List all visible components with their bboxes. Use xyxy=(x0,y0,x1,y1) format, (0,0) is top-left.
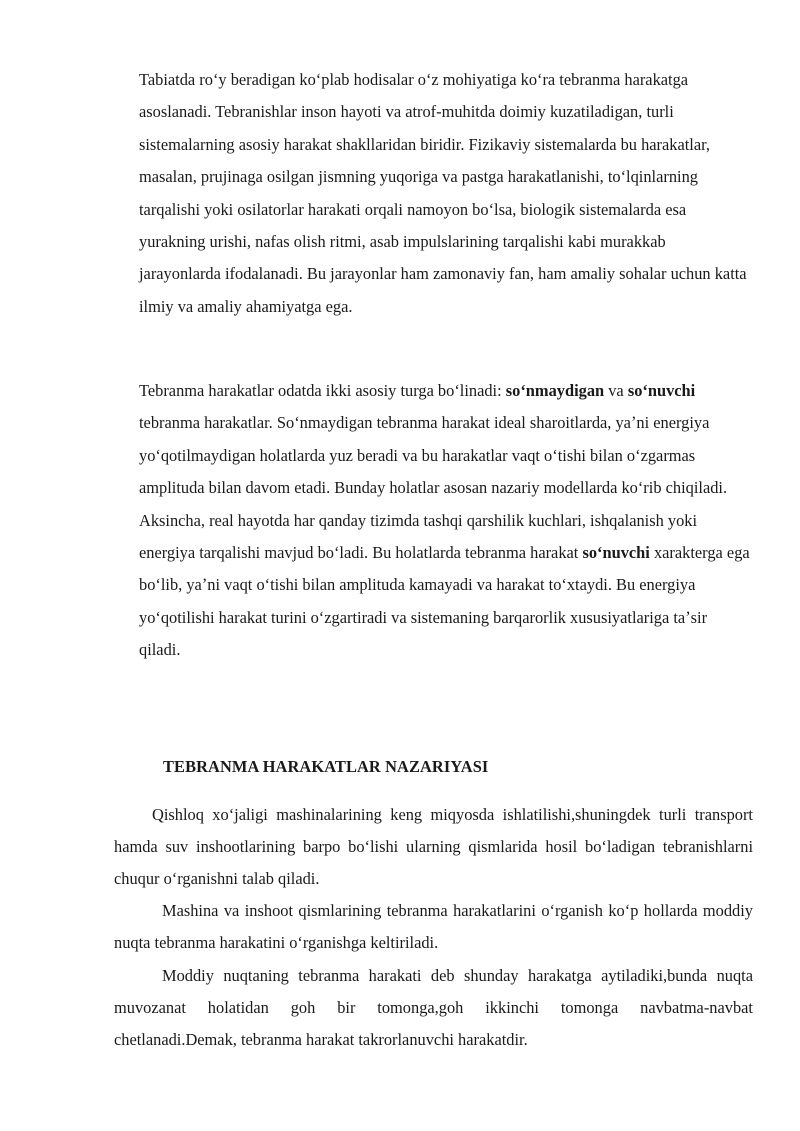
intro-paragraph-2 xyxy=(139,375,751,667)
paragraph-text: Tebranma harakatlar odatda ikki asosiy turga boʻlinadi: xyxy=(139,381,506,400)
intro-paragraph-1: Tabiatda roʻy beradigan koʻplab hodisalar oʻz mohiyatiga koʻra tebranma harakatga asoslanadi. Tebranishlar inson hayoti va atrof-muhitda doimiy kuzatiladigan, turli sistemalarning asosiy harakat shakllaridan biridir. Fizikaviy sistemalarda bu harakatlar, masalan, prujinaga osilgan jismning yuqoriga va pastga harakatlanishi, toʻlqinlarning tarqalishi yoki osilatorlar harakati orqali namoyon boʻlsa, biologik sistemalarda esa yurakning urishi, nafas olish ritmi, asab impulslarining tarqalishi kabi murakkab jarayonlarda ifodalanadi. Bu jarayonlar ham zamonaviy fan, ham amaliy sohalar uchun katta ilmiy va amaliy ahamiyatga ega. xyxy=(139,70,747,316)
paragraph-text: tebranma harakatlar. Soʻnmaydigan tebranma harakat ideal sharoitlarda, yaʼni energiya yoʻqotilmaydigan holatlarda yuz beradi va bu harakatlar vaqt oʻtishi bilan oʻzgarmas amplituda bilan davom etadi. Bunday holatlar asosan nazariy modellarda koʻrib chiqiladi. Aksincha, real hayotda har qanday tizimda tashqi qarshilik kuchlari, ishqalanish yoki energiya tarqalishi mavjud boʻladi. Bu holatlarda tebranma harakat xyxy=(139,413,728,563)
bold-term-damped: soʻnuvchi xyxy=(582,543,650,563)
paragraph-text: xarakterga ega boʻlib, yaʼni vaqt oʻtishi bilan amplituda kamayadi va harakat toʻxtaydi. Bu energiya yoʻqotilishi harakat turini oʻzgartiradi va sistemaning barqarorlik xususiyatlariga taʼsir qiladi. xyxy=(139,543,750,660)
section-paragraph-2: Mashina va inshoot qismlarining tebranma harakatlarini oʻrganish koʻp hollarda moddiy nuqta tebranma harakatini oʻrganishga keltiriladi. xyxy=(114,901,753,953)
section-paragraph-1: Qishloq xoʻjaligi mashinalarining keng miqyosda ishlatilishi,shuningdek turli transport hamda suv inshootlarining barpo boʻlishi ularning qismlarida hosil boʻladigan tebranishlarni chuqur oʻrganishni talab qiladi. xyxy=(114,805,753,889)
paragraph-text: va xyxy=(604,381,628,400)
section-paragraph-3: Moddiy nuqtaning tebranma harakati deb shunday harakatga aytiladiki,bunda nuqta muvozanat holatidan goh bir tomonga,goh ikkinchi tomonga navbatma-navbat chetlanadi.Demak, tebranma harakat takrorlanuvchi harakatdir. xyxy=(114,966,753,1050)
section-heading: TEBRANMA HARAKATLAR NAZARIYASI xyxy=(163,757,489,776)
bold-term-undamped: soʻnmaydigan xyxy=(505,381,605,400)
bold-term-damped: soʻnuvchi xyxy=(627,381,696,400)
